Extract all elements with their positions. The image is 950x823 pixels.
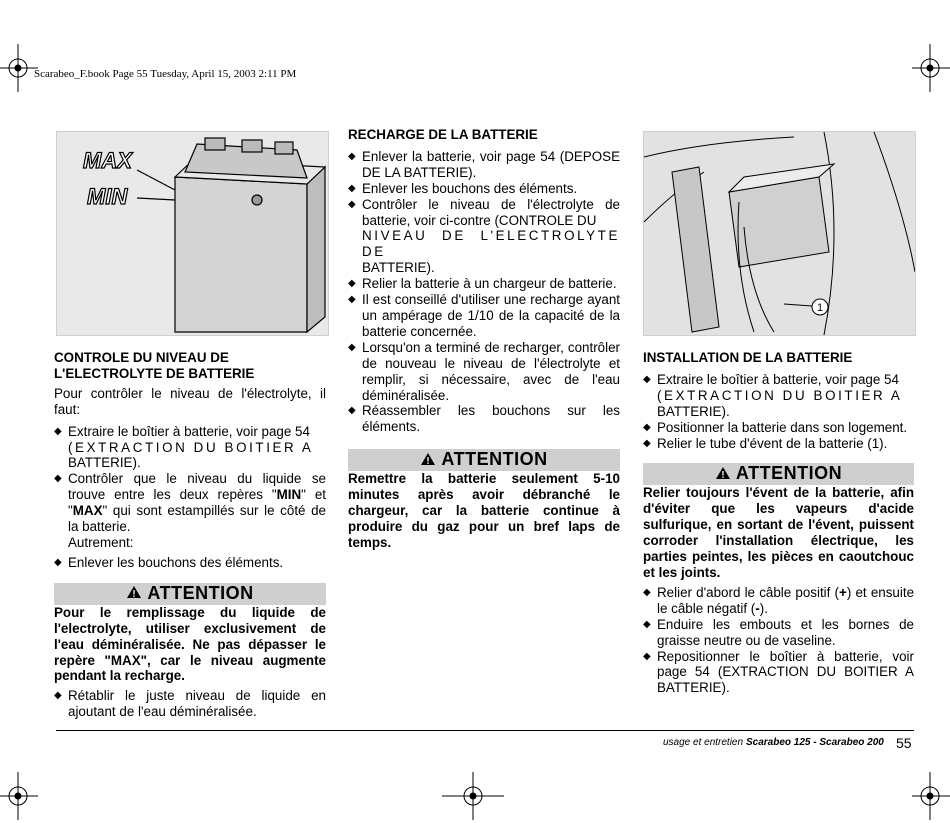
list-item: ◆ Enlever les bouchons des éléments. [348,180,578,196]
diamond-bullet-icon: ◆ [54,473,62,485]
warning-icon [715,466,731,483]
min-label: MIN [87,184,128,209]
battery-drawing [57,132,328,335]
section-heading: RECHARGE DE LA BATTERIE [348,127,538,142]
warning-icon [126,585,142,602]
intro-text: Pour contrôler le niveau de l'électrolyte, il faut: [54,385,326,417]
battery-level-figure [56,131,329,336]
list-item: ◆ Positionner la batterie dans son logement. [643,419,908,435]
left-column [54,350,326,720]
diamond-bullet-icon: ◆ [643,421,651,433]
diamond-bullet-icon: ◆ [54,556,62,568]
diamond-bullet-icon: ◆ [348,150,356,162]
diamond-bullet-icon: ◆ [54,690,62,702]
diamond-bullet-icon: ◆ [643,650,651,662]
section-heading: INSTALLATION DE LA BATTERIE [643,350,853,365]
footer-section: usage et entretien [663,737,744,748]
list-item: ◆ Relier d'abord le câble positif (+) et ensuite le câble négatif (-). [643,584,915,616]
right-column [643,350,914,696]
attention-text: Pour le remplissage du liquide de l'electrolyte, utiliser exclusivement de l'eau déminéralisée. Ne pas dépasser le repère "MAX", car le niveau augmente pendant la recharge. [54,604,326,684]
installation-drawing [644,132,915,335]
section-heading: CONTROLE DU NIVEAU DE L'ELECTROLYTE DE BATTERIE [54,350,255,381]
list-item: ◆ Relier le tube d'évent de la batterie (1). [643,435,888,451]
diamond-bullet-icon: ◆ [643,586,651,598]
diamond-bullet-icon: ◆ [54,425,62,437]
list-item: ◆ Contrôler que le niveau du liquide se trouve entre les deux repères "MIN" et "MAX" qui sont estampillés sur le côté de la batterie. Autrement: [54,471,326,550]
diamond-bullet-icon: ◆ [348,294,356,306]
list-item: ◆ Relier la batterie à un chargeur de batterie. [348,276,617,292]
list-item: ◆ Enlever les bouchons des éléments. [54,554,284,570]
diamond-bullet-icon: ◆ [348,198,356,210]
list-item: ◆ Enlever la batterie, voir page 54 (DEPOSE DE LA BATTERIE). [348,148,620,180]
attention-banner: ATTENTION [348,449,620,471]
list-item: ◆ Il est conseillé d'utiliser une recharge ayant un ampérage de 1/10 de la capacité de la batterie concernée. [348,292,620,339]
diamond-bullet-icon: ◆ [348,405,356,417]
middle-column [348,127,620,551]
diamond-bullet-icon: ◆ [348,341,356,353]
list-item: ◆ Lorsqu'on a terminé de recharger, contrôler de nouveau le niveau de l'électrolyte et remplir, si nécessaire, avec de l'eau déminéralisée. [348,339,620,403]
print-header: Scarabeo_F.book Page 55 Tuesday, April 15, 2003 2:11 PM [34,68,297,80]
attention-banner: ATTENTION [643,463,914,485]
diamond-bullet-icon: ◆ [348,182,356,194]
list-item: ◆ Repositionner le boîtier à batterie, voir page 54 (EXTRACTION DU BOITIER A BATTERIE). [643,648,914,696]
diamond-bullet-icon: ◆ [348,278,356,290]
battery-installation-figure [643,131,916,336]
list-item: ◆ Contrôler le niveau de l'électrolyte de batterie, voir ci-contre (CONTROLE DU NIVEAU DE L'ELECTROLYTE DE BATTERIE). [348,196,620,276]
attention-text: Remettre la batterie seulement 5-10 minutes après avoir débranché le chargeur, car la batterie continue à produire du gaz pour un bref laps de temps. [348,471,620,550]
footer-models: Scarabeo 125 - Scarabeo 200 [746,737,884,748]
callout-number: 1 [816,302,824,314]
page-number: 55 [896,735,912,751]
list-item: ◆ Extraire le boîtier à batterie, voir page 54 (EXTRACTION DU BOITIER A BATTERIE). [54,423,314,471]
footer-rule [56,730,914,731]
warning-icon [420,452,436,469]
diamond-bullet-icon: ◆ [643,437,651,449]
list-item: ◆ Réassembler les bouchons sur les éléments. [348,403,620,435]
list-item: ◆ Rétablir le juste niveau de liquide en ajoutant de l'eau déminéralisée. [54,688,326,720]
list-item: ◆ Enduire les embouts et les bornes de graisse neutre ou de vaseline. [643,616,914,648]
diamond-bullet-icon: ◆ [643,618,651,630]
max-label: MAX [83,148,132,173]
diamond-bullet-icon: ◆ [643,373,651,385]
list-item: ◆ Extraire le boîtier à batterie, voir page 54 (EXTRACTION DU BOITIER A BATTERIE). [643,371,903,419]
attention-text: Relier toujours l'évent de la batterie, afin d'éviter que les vapeurs d'acide sulfurique, en sortant de l'évent, puissent corroder l'installation électrique, les parties peintes, les pièces en caoutchouc et les joints. [643,485,914,580]
attention-banner: ATTENTION [54,583,326,605]
